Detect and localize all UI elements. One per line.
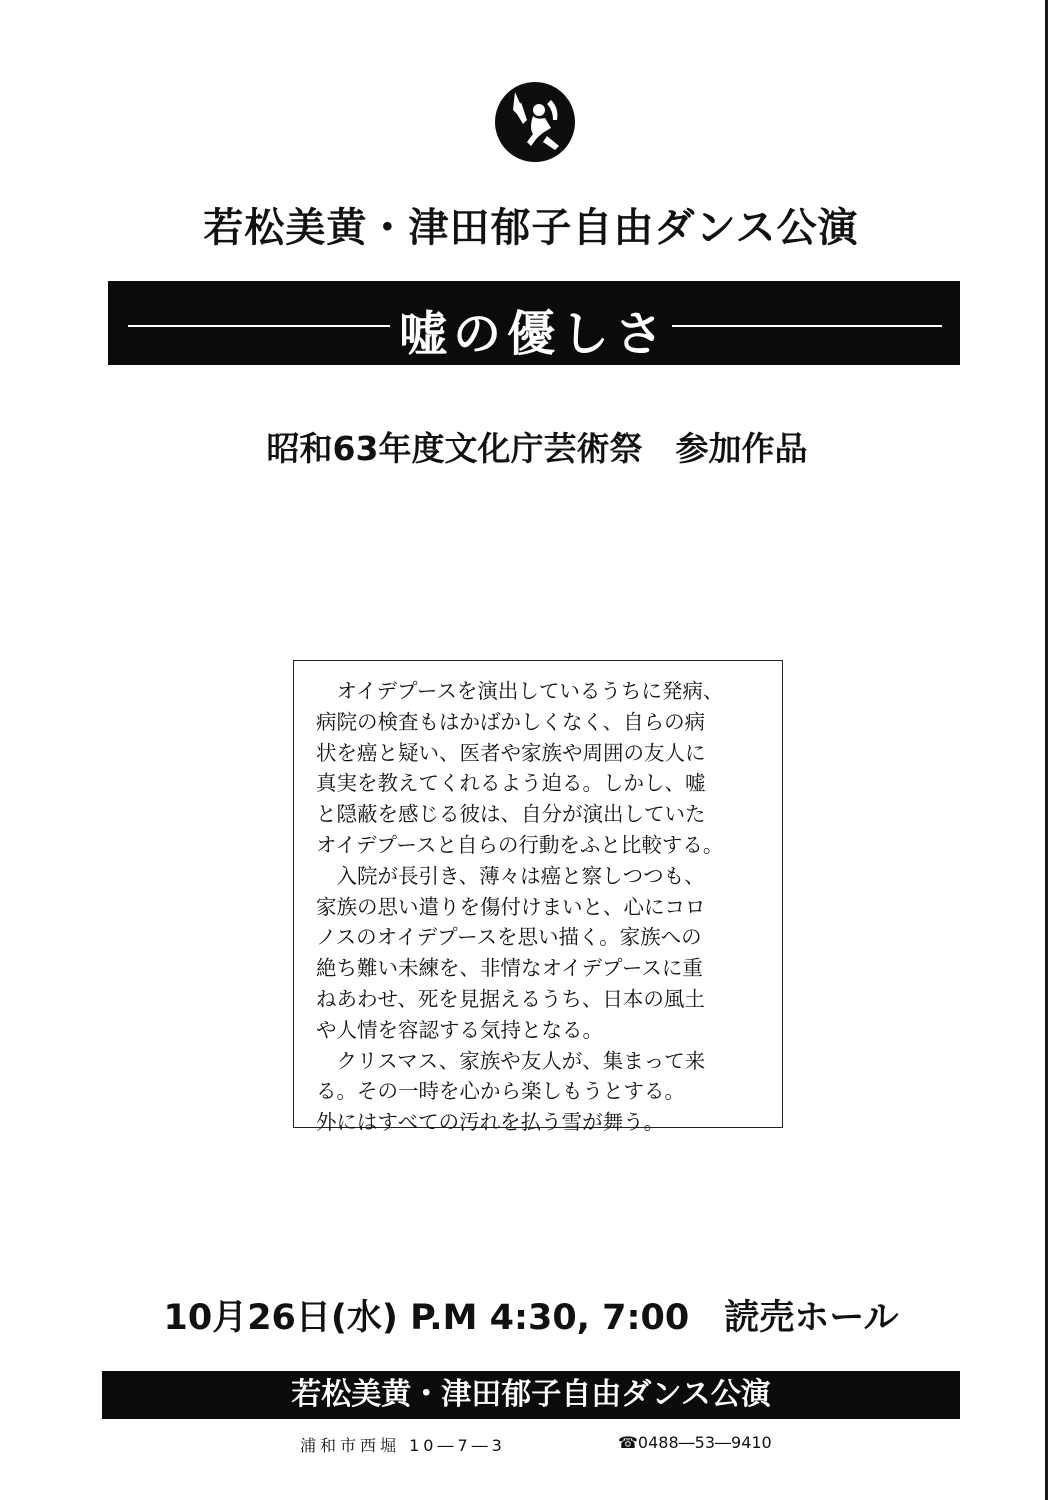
synopsis-line: 状を癌と疑い、医者や家族や周囲の友人に — [316, 740, 706, 765]
organizer-banner: 若松美黄・津田郁子自由ダンス公演 — [102, 1371, 960, 1419]
organizer-address: 浦和市西堀 10―7―3 — [300, 1436, 506, 1455]
synopsis-line: クリスマス、家族や友人が、集まって来 — [316, 1048, 706, 1073]
synopsis-line: 外にはすべての汚れを払う雪が舞う。 — [316, 1110, 665, 1135]
banner-rule-right — [672, 325, 942, 327]
synopsis-line: オイデプースを演出しているうちに発病、 — [316, 679, 724, 703]
synopsis-line: 家族の思い遣りを傷付けまいと、心にコロ — [316, 894, 706, 919]
synopsis-line: る。その一時を心から楽しもうとする。 — [316, 1079, 685, 1104]
work-title-banner — [108, 281, 960, 365]
synopsis-line: や人情を容認する気持となる。 — [316, 1017, 603, 1042]
synopsis-line: 真実を教えてくれるよう迫る。しかし、嘘 — [316, 771, 706, 796]
synopsis-line: 入院が長引き、薄々は癌と察しつつも、 — [316, 863, 705, 888]
synopsis-line: オイデプースと自らの行動をふと比較する。 — [316, 832, 724, 857]
synopsis-line: ねあわせ、死を見据えるうち、日本の風土 — [316, 986, 705, 1011]
synopsis-box — [293, 660, 783, 1135]
festival-subtitle: 昭和63年度文化庁芸術祭 参加作品 — [266, 429, 808, 468]
synopsis-line: 絶ち難い未練を、非情なオイデプースに重 — [316, 956, 703, 981]
synopsis-line: 病院の検査もはかばかしくなく、自らの病 — [316, 709, 706, 734]
synopsis-line: と隠蔽を感じる彼は、自分が演出していた — [316, 802, 706, 827]
dancer-silhouette-logo-icon — [493, 80, 577, 164]
work-title: 嘘の優しさ — [398, 306, 669, 362]
performance-date-time-venue: 10月26日(水) P.M 4:30, 7:00 読売ホール — [163, 1298, 899, 1338]
synopsis-line: ノスのオイデプースを思い描く。家族への — [316, 925, 702, 950]
event-title: 若松美黄・津田郁子自由ダンス公演 — [203, 205, 859, 251]
organizer-phone: ☎0488―53―9410 — [618, 1433, 772, 1452]
